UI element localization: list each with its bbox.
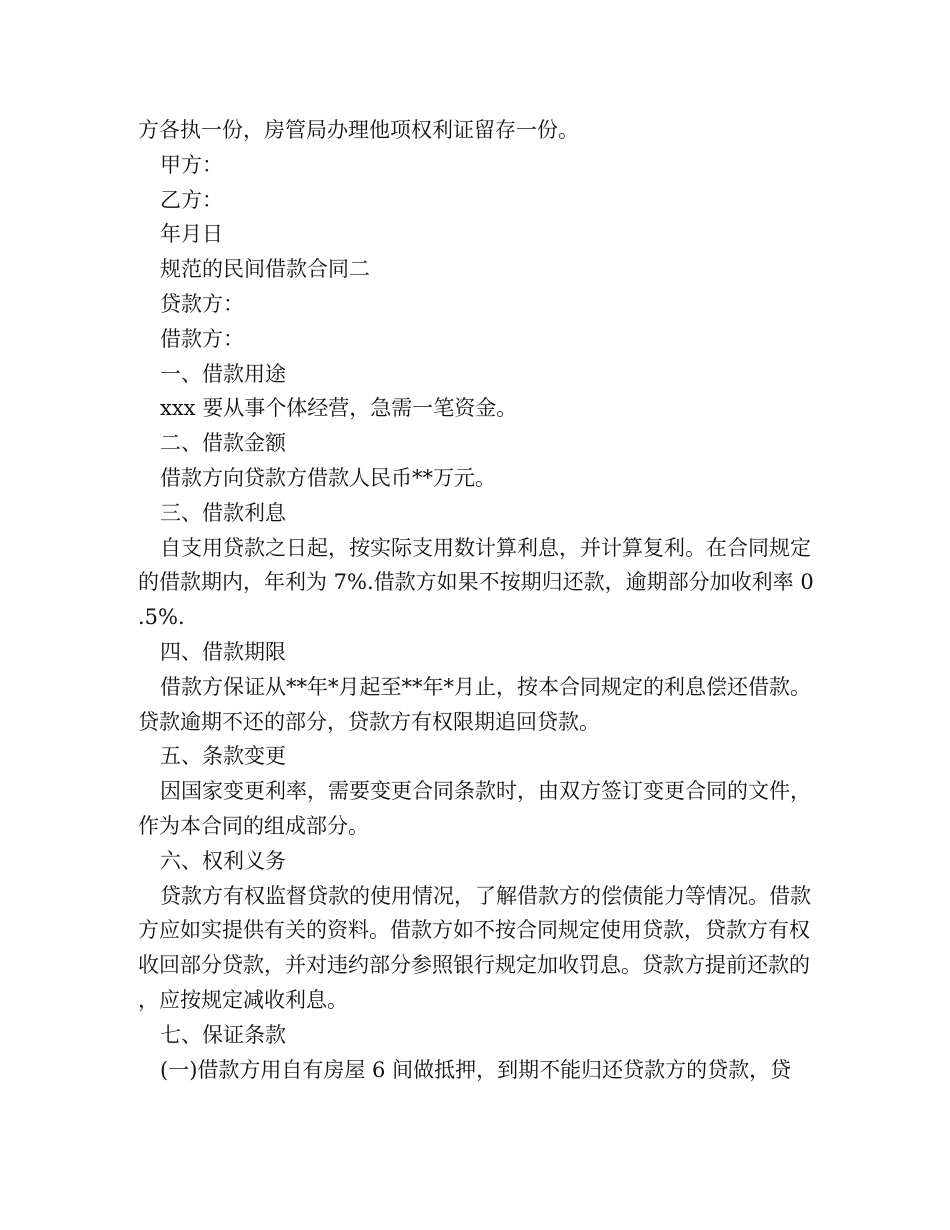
party-a-label: 甲方： bbox=[160, 152, 223, 177]
section-body-interest: 自支用贷款之日起，按实际支用数计算利息，并计算复利。在合同规定的借款期内，年利为 7%.借款方如果不按期归还款，逾期部分加收利率 0.5%. bbox=[138, 535, 814, 630]
section-body-rights: 贷款方有权监督贷款的使用情况，了解借款方的偿债能力等情况。借款方应如实提供有关的资料。借款方如不按合同规定使用贷款，贷款方有权收回部分贷款，并对违约部分参照银行规定加收罚息。贷款方提前还款的，应按规定减收利息。 bbox=[138, 883, 811, 1012]
section-heading-interest: 三、借款利息 bbox=[160, 500, 286, 525]
section-heading-change: 五、条款变更 bbox=[160, 744, 286, 769]
borrower-label: 借款方： bbox=[160, 326, 244, 351]
section-body-change: 因国家变更利率，需要变更合同条款时，由双方签订变更合同的文件，作为本合同的组成部分。 bbox=[138, 779, 811, 838]
section-heading-guarantee: 七、保证条款 bbox=[160, 1022, 286, 1047]
party-b-label: 乙方： bbox=[160, 187, 223, 212]
date-line: 年月日 bbox=[160, 222, 223, 247]
paragraph-continuation: 方各执一份，房管局办理他项权利证留存一份。 bbox=[138, 118, 579, 142]
section-body-amount: 借款方向贷款方借款人民币**万元。 bbox=[160, 465, 496, 490]
section-body-guarantee: (一)借款方用自有房屋 6 间做抵押，到期不能归还贷款方的贷款，贷 bbox=[160, 1057, 792, 1082]
section-heading-purpose: 一、借款用途 bbox=[160, 361, 286, 386]
lender-label: 贷款方： bbox=[160, 291, 244, 316]
section-heading-term: 四、借款期限 bbox=[160, 639, 286, 664]
section-body-purpose: xxx 要从事个体经营，急需一笔资金。 bbox=[160, 396, 518, 421]
contract-title: 规范的民间借款合同二 bbox=[160, 257, 370, 282]
document-body bbox=[138, 113, 818, 1087]
section-heading-amount: 二、借款金额 bbox=[160, 431, 286, 456]
section-body-term: 借款方保证从**年*月起至**年*月止，按本合同规定的利息偿还借款。贷款逾期不还的部分，贷款方有权限期追回贷款。 bbox=[138, 674, 811, 734]
section-heading-rights: 六、权利义务 bbox=[160, 848, 286, 873]
